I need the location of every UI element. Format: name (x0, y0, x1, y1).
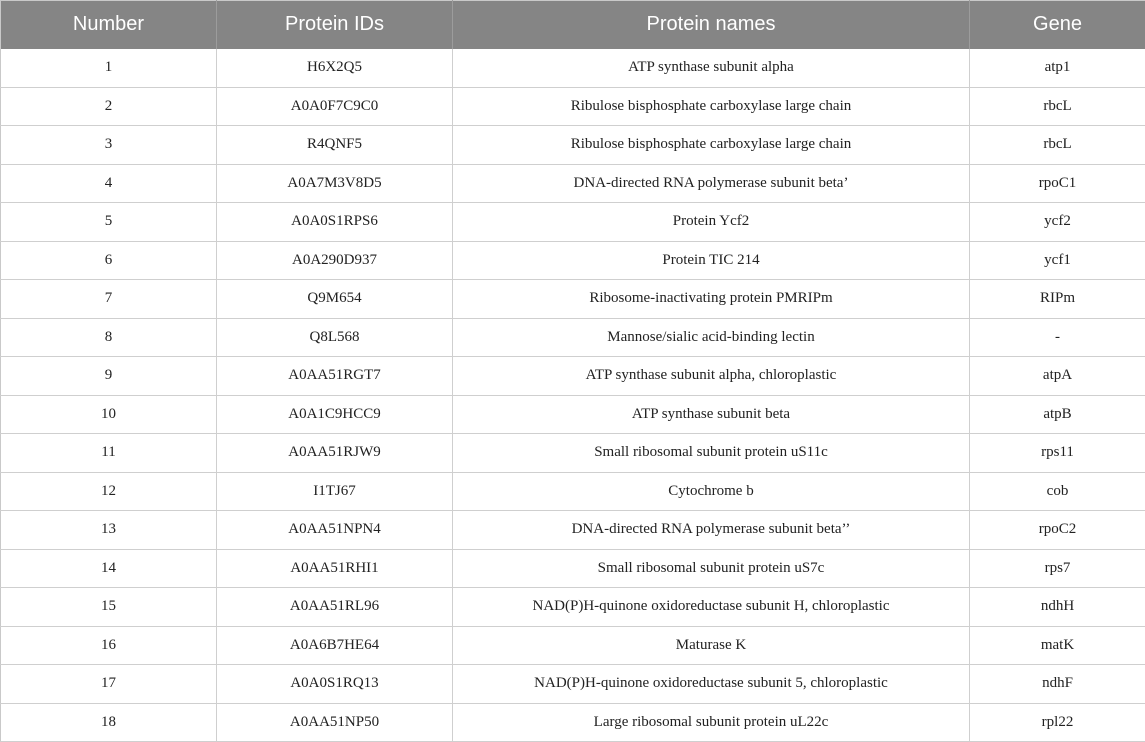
cell-protein-name: Protein TIC 214 (453, 241, 970, 280)
cell-protein-name: Small ribosomal subunit protein uS7c (453, 549, 970, 588)
cell-protein-id: H6X2Q5 (217, 49, 453, 88)
table-row (1, 703, 1145, 742)
cell-protein-name: DNA-directed RNA polymerase subunit beta’’ (453, 511, 970, 550)
cell-gene: cob (970, 472, 1145, 511)
cell-protein-name: Ribosome-inactivating protein PMRIPm (453, 280, 970, 319)
column-header-gene: Gene (970, 1, 1145, 49)
cell-protein-id: A0AA51RGT7 (217, 357, 453, 396)
table-row (1, 87, 1145, 126)
table-row (1, 511, 1145, 550)
table-header (1, 1, 1145, 49)
column-header-protein-names: Protein names (453, 1, 970, 49)
cell-number: 13 (1, 511, 217, 550)
cell-number: 18 (1, 703, 217, 742)
cell-protein-name: ATP synthase subunit beta (453, 395, 970, 434)
cell-protein-id: A0AA51RL96 (217, 588, 453, 627)
table-row (1, 395, 1145, 434)
cell-number: 14 (1, 549, 217, 588)
cell-protein-id: A0AA51NPN4 (217, 511, 453, 550)
cell-number: 3 (1, 126, 217, 165)
cell-protein-name: Mannose/sialic acid-binding lectin (453, 318, 970, 357)
cell-protein-name: Protein Ycf2 (453, 203, 970, 242)
cell-number: 16 (1, 626, 217, 665)
cell-gene: RIPm (970, 280, 1145, 319)
cell-number: 15 (1, 588, 217, 627)
cell-protein-name: NAD(P)H-quinone oxidoreductase subunit 5, chloroplastic (453, 665, 970, 704)
cell-gene: rbcL (970, 126, 1145, 165)
table-row (1, 357, 1145, 396)
cell-gene: rpoC1 (970, 164, 1145, 203)
cell-gene: atpA (970, 357, 1145, 396)
cell-gene: ycf1 (970, 241, 1145, 280)
cell-protein-name: Ribulose bisphosphate carboxylase large chain (453, 87, 970, 126)
cell-protein-id: A0A0S1RPS6 (217, 203, 453, 242)
cell-number: 7 (1, 280, 217, 319)
cell-gene: ndhF (970, 665, 1145, 704)
table-row (1, 241, 1145, 280)
cell-gene: rbcL (970, 87, 1145, 126)
cell-number: 4 (1, 164, 217, 203)
cell-gene: rpoC2 (970, 511, 1145, 550)
cell-number: 6 (1, 241, 217, 280)
cell-protein-id: A0A0S1RQ13 (217, 665, 453, 704)
cell-protein-id: R4QNF5 (217, 126, 453, 165)
cell-number: 12 (1, 472, 217, 511)
cell-gene: rps7 (970, 549, 1145, 588)
table-row (1, 49, 1145, 88)
cell-protein-id: I1TJ67 (217, 472, 453, 511)
cell-gene: rps11 (970, 434, 1145, 473)
cell-gene: ycf2 (970, 203, 1145, 242)
cell-number: 8 (1, 318, 217, 357)
cell-number: 11 (1, 434, 217, 473)
cell-number: 5 (1, 203, 217, 242)
cell-number: 9 (1, 357, 217, 396)
cell-protein-name: Small ribosomal subunit protein uS11c (453, 434, 970, 473)
cell-gene: - (970, 318, 1145, 357)
column-header-number: Number (1, 1, 217, 49)
cell-protein-name: Maturase K (453, 626, 970, 665)
cell-protein-id: A0A0F7C9C0 (217, 87, 453, 126)
cell-protein-id: A0A290D937 (217, 241, 453, 280)
table-row (1, 434, 1145, 473)
cell-number: 10 (1, 395, 217, 434)
cell-gene: atpB (970, 395, 1145, 434)
table-row (1, 164, 1145, 203)
table-row (1, 626, 1145, 665)
cell-gene: rpl22 (970, 703, 1145, 742)
table-row (1, 318, 1145, 357)
table-row (1, 126, 1145, 165)
cell-protein-id: A0AA51NP50 (217, 703, 453, 742)
cell-number: 17 (1, 665, 217, 704)
table-row (1, 665, 1145, 704)
table-row (1, 588, 1145, 627)
header-row (1, 1, 1145, 49)
cell-protein-id: A0AA51RHI1 (217, 549, 453, 588)
cell-protein-name: DNA-directed RNA polymerase subunit beta’ (453, 164, 970, 203)
cell-gene: atp1 (970, 49, 1145, 88)
cell-protein-id: Q8L568 (217, 318, 453, 357)
cell-number: 2 (1, 87, 217, 126)
cell-protein-id: A0AA51RJW9 (217, 434, 453, 473)
cell-protein-name: ATP synthase subunit alpha, chloroplastic (453, 357, 970, 396)
cell-gene: ndhH (970, 588, 1145, 627)
cell-protein-name: Cytochrome b (453, 472, 970, 511)
cell-protein-name: Large ribosomal subunit protein uL22c (453, 703, 970, 742)
cell-protein-id: A0A1C9HCC9 (217, 395, 453, 434)
cell-protein-id: A0A6B7HE64 (217, 626, 453, 665)
cell-gene: matK (970, 626, 1145, 665)
table-body (1, 49, 1145, 742)
cell-protein-id: A0A7M3V8D5 (217, 164, 453, 203)
table-row (1, 549, 1145, 588)
cell-protein-name: ATP synthase subunit alpha (453, 49, 970, 88)
cell-protein-name: NAD(P)H-quinone oxidoreductase subunit H, chloroplastic (453, 588, 970, 627)
table-row (1, 472, 1145, 511)
table-row (1, 203, 1145, 242)
column-header-protein-ids: Protein IDs (217, 1, 453, 49)
table-row (1, 280, 1145, 319)
cell-number: 1 (1, 49, 217, 88)
cell-protein-id: Q9M654 (217, 280, 453, 319)
cell-protein-name: Ribulose bisphosphate carboxylase large chain (453, 126, 970, 165)
